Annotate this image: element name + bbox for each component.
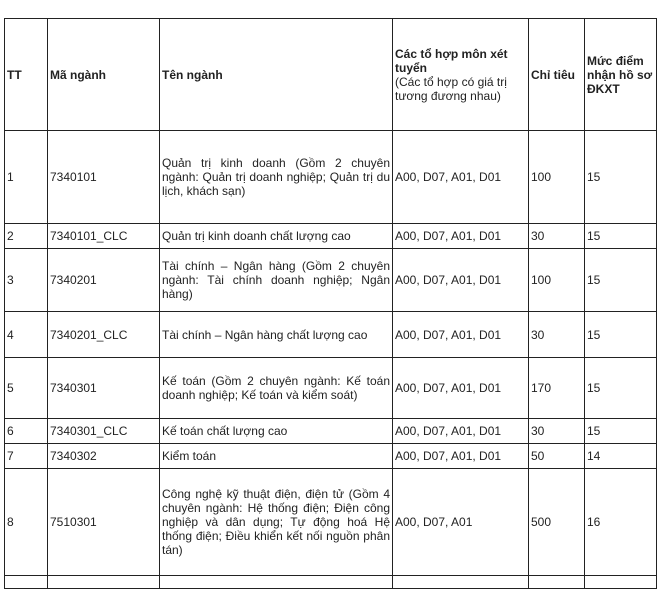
cell-tt: 2: [5, 224, 48, 249]
cell-combos: A00, D07, A01: [393, 469, 529, 576]
cell-score: 15: [585, 358, 657, 419]
table-row: [5, 312, 657, 358]
table-row: [5, 224, 657, 249]
cell-code: 7340302: [48, 444, 160, 469]
cell-combos: A00, D07, A01, D01: [393, 249, 529, 312]
cell-quota: 30: [529, 312, 585, 358]
cell-score: 15: [585, 224, 657, 249]
cell-tt: 7: [5, 444, 48, 469]
header-tt: TT: [5, 19, 48, 131]
cell-score: 15: [585, 249, 657, 312]
cell-tt: 3: [5, 249, 48, 312]
cell-code: 7340201: [48, 249, 160, 312]
table-row: [5, 358, 657, 419]
cell-code: 7340301: [48, 358, 160, 419]
cell-name: Tài chính – Ngân hàng (Gồm 2 chuyên ngành: Tài chính doanh nghiệp; Ngân hàng): [160, 249, 393, 312]
cell-empty: [160, 576, 393, 589]
table-row: [5, 131, 657, 224]
cell-combos: A00, D07, A01, D01: [393, 312, 529, 358]
header-score: Mức điểm nhận hồ sơ ĐKXT: [585, 19, 657, 131]
header-quota: Chỉ tiêu: [529, 19, 585, 131]
cell-empty: [529, 576, 585, 589]
cell-tt: 1: [5, 131, 48, 224]
admissions-table: [4, 18, 657, 589]
cell-score: 14: [585, 444, 657, 469]
cell-name: Kế toán chất lượng cao: [160, 419, 393, 444]
cell-tt: 8: [5, 469, 48, 576]
cell-score: 15: [585, 131, 657, 224]
cell-name: Quản trị kinh doanh (Gồm 2 chuyên ngành: Quản trị doanh nghiệp; Quản trị du lịch, khách sạn): [160, 131, 393, 224]
cell-combos: A00, D07, A01, D01: [393, 224, 529, 249]
header-name: Tên ngành: [160, 19, 393, 131]
cell-empty: [5, 576, 48, 589]
cell-empty: [48, 576, 160, 589]
cell-tt: 6: [5, 419, 48, 444]
cell-score: 16: [585, 469, 657, 576]
cell-code: 7340201_CLC: [48, 312, 160, 358]
cell-quota: 30: [529, 224, 585, 249]
cell-combos: A00, D07, A01, D01: [393, 444, 529, 469]
cell-name: Kế toán (Gồm 2 chuyên ngành: Kế toán doanh nghiệp; Kế toán và kiểm soát): [160, 358, 393, 419]
cell-combos: A00, D07, A01, D01: [393, 419, 529, 444]
cell-quota: 500: [529, 469, 585, 576]
header-combos-note: (Các tổ hợp có giá trị tương đương nhau): [395, 74, 507, 103]
table-row: [5, 249, 657, 312]
cell-empty: [585, 576, 657, 589]
cell-score: 15: [585, 419, 657, 444]
header-combos: [393, 19, 529, 131]
table-row-partial: [5, 576, 657, 589]
table-row: [5, 419, 657, 444]
cell-code: 7340101: [48, 131, 160, 224]
cell-name: Quản trị kinh doanh chất lượng cao: [160, 224, 393, 249]
table-row: [5, 444, 657, 469]
table-row: [5, 469, 657, 576]
cell-quota: 100: [529, 131, 585, 224]
cell-tt: 4: [5, 312, 48, 358]
cell-tt: 5: [5, 358, 48, 419]
cell-empty: [393, 576, 529, 589]
header-code: Mã ngành: [48, 19, 160, 131]
cell-quota: 30: [529, 419, 585, 444]
cell-code: 7340101_CLC: [48, 224, 160, 249]
cell-combos: A00, D07, A01, D01: [393, 358, 529, 419]
cell-name: Kiểm toán: [160, 444, 393, 469]
cell-quota: 100: [529, 249, 585, 312]
header-row: [5, 19, 657, 131]
cell-code: 7340301_CLC: [48, 419, 160, 444]
cell-quota: 50: [529, 444, 585, 469]
cell-combos: A00, D07, A01, D01: [393, 131, 529, 224]
cell-name: Công nghệ kỹ thuật điện, điện tử (Gồm 4 chuyên ngành: Hệ thống điện; Điện công nghiệp và dân dụng; Tự động hoá Hệ thống điện; Điều khiển kết nối nguồn phân tán): [160, 469, 393, 576]
cell-quota: 170: [529, 358, 585, 419]
cell-score: 15: [585, 312, 657, 358]
header-combos-main: Các tổ hợp môn xét tuyển: [395, 46, 508, 75]
cell-name: Tài chính – Ngân hàng chất lượng cao: [160, 312, 393, 358]
cell-code: 7510301: [48, 469, 160, 576]
